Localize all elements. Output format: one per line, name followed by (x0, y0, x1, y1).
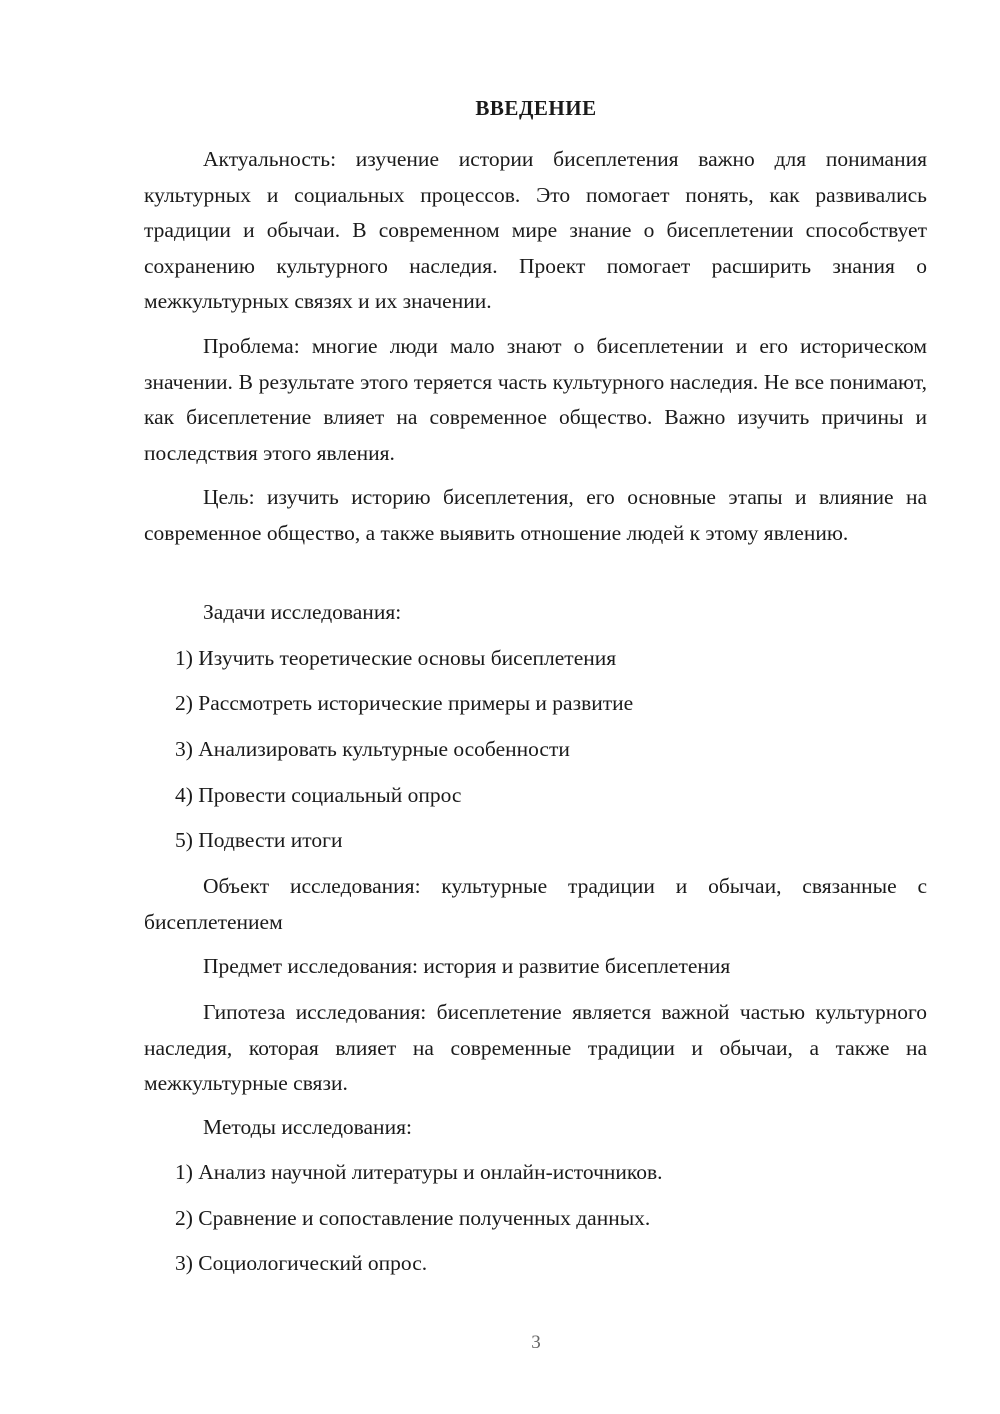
methods-heading: Методы исследования: (203, 1115, 412, 1139)
task-item: 4) Провести социальный опрос (175, 783, 462, 807)
section-heading: ВВЕДЕНИЕ (475, 96, 597, 120)
method-item: 1) Анализ научной литературы и онлайн-источников. (175, 1160, 663, 1184)
tasks-heading: Задачи исследования: (203, 600, 402, 624)
relevance-paragraph: Актуальность: изучение истории бисеплетения важно для понимания культурных и социальных процессов. Это помогает понять, как развивались традиции и обычаи. В современном мире знание о бисеплетении способствует сохранению культурного наследия. Проект помогает расширить знания о межкультурных связях и их значении. (144, 147, 927, 313)
task-item: 5) Подвести итоги (175, 828, 343, 852)
subject-paragraph: Предмет исследования: история и развитие бисеплетения (203, 954, 731, 978)
page-number: 3 (531, 1332, 541, 1353)
task-item: 1) Изучить теоретические основы бисеплетения (175, 646, 617, 670)
task-item: 2) Рассмотреть исторические примеры и развитие (175, 691, 634, 715)
goal-paragraph: Цель: изучить историю бисеплетения, его основные этапы и влияние на современное общество, а также выявить отношение людей к этому явлению. (144, 485, 927, 545)
method-item: 3) Социологический опрос. (175, 1251, 428, 1275)
task-item: 3) Анализировать культурные особенности (175, 737, 570, 761)
hypothesis-paragraph: Гипотеза исследования: бисеплетение является важной частью культурного наследия, которая влияет на современные традиции и обычаи, а также на межкультурные связи. (144, 1000, 927, 1095)
object-paragraph: Объект исследования: культурные традиции и обычаи, связанные с бисеплетением (144, 874, 927, 934)
problem-paragraph: Проблема: многие люди мало знают о бисеплетении и его историческом значении. В результате этого теряется часть культурного наследия. Не все понимают, как бисеплетение влияет на современное общество. Важно изучить причины и последствия этого явления. (144, 334, 927, 465)
method-item: 2) Сравнение и сопоставление полученных данных. (175, 1206, 651, 1230)
